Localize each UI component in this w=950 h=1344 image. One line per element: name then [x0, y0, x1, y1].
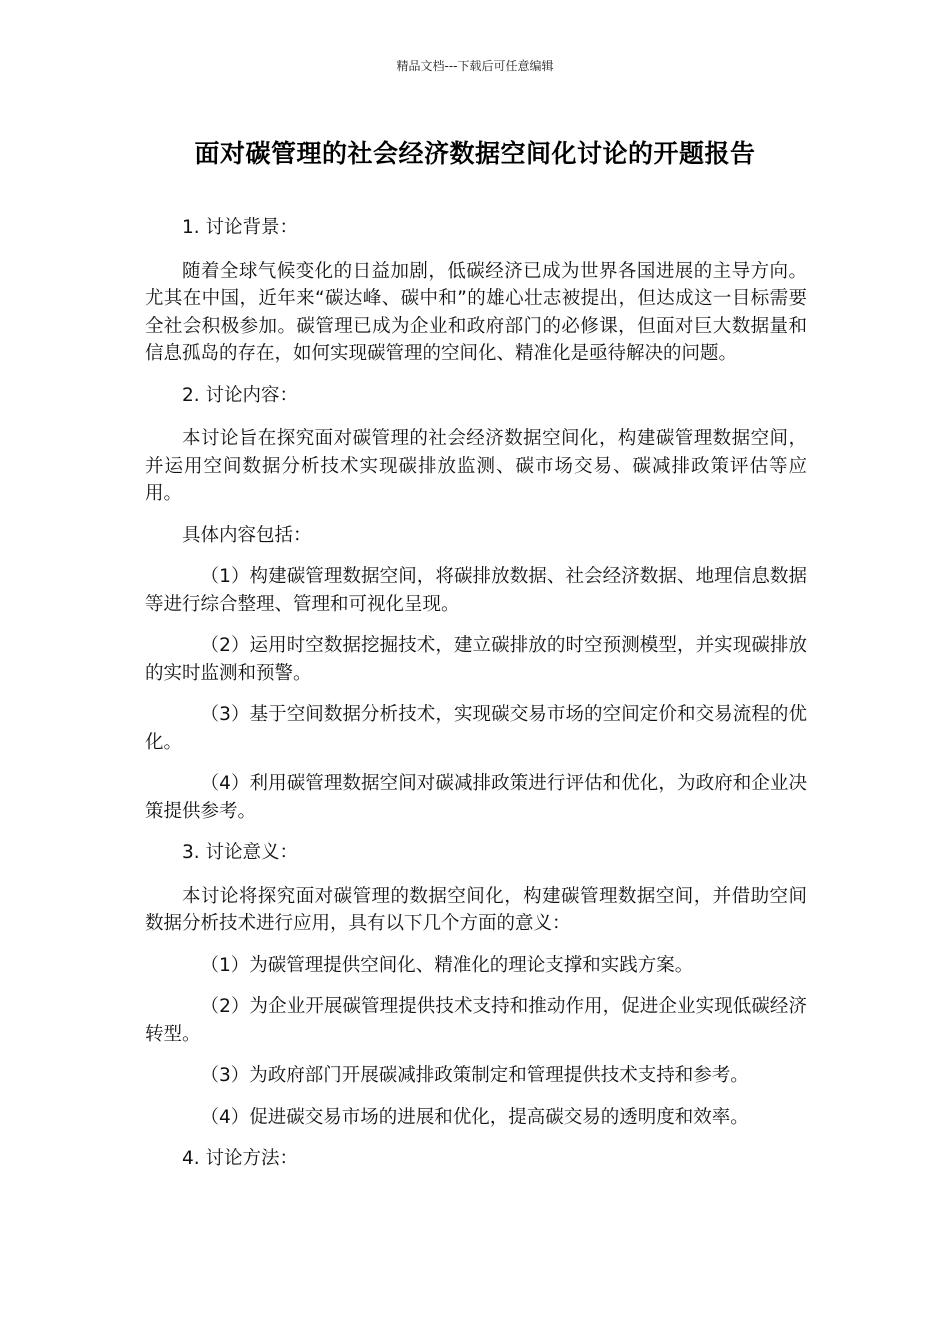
- section-heading-method: 4. 讨论方法：: [182, 1148, 299, 1169]
- list-item-significance-4: （4）促进碳交易市场的进展和优化，提高碳交易的透明度和效率。: [200, 1106, 749, 1128]
- section-heading-significance: 3. 讨论意义：: [182, 842, 299, 863]
- paragraph-content: 本讨论旨在探究面对碳管理的社会经济数据空间化，构建碳管理数据空间，并运用空间数据分析技术实现碳排放监测、碳市场交易、碳减排政策评估等应用。: [145, 428, 807, 504]
- page-header-note: 精品文档---下载后可任意编辑: [396, 59, 554, 73]
- paragraph-significance: 本讨论将探究面对碳管理的数据空间化，构建碳管理数据空间，并借助空间数据分析技术进行应用，具有以下几个方面的意义：: [145, 885, 807, 934]
- list-item-content-3: （3）基于空间数据分析技术，实现碳交易市场的空间定价和交易流程的优化。: [145, 704, 807, 753]
- list-item-significance-3: （3）为政府部门开展碳减排政策制定和管理提供技术支持和参考。: [200, 1065, 749, 1086]
- section-heading-content: 2. 讨论内容：: [182, 384, 299, 406]
- section-heading-background: 1. 讨论背景：: [182, 217, 299, 238]
- list-item-significance-1: （1）为碳管理提供空间化、精准化的理论支撑和实践方案。: [200, 954, 694, 976]
- paragraph-content-intro: 具体内容包括：: [182, 524, 312, 546]
- list-item-content-1: （1）构建碳管理数据空间，将碳排放数据、社会经济数据、地理信息数据等进行综合整理、管理和可视化呈现。: [145, 566, 807, 615]
- list-item-content-4: （4）利用碳管理数据空间对碳减排政策进行评估和优化，为政府和企业决策提供参考。: [145, 773, 807, 822]
- list-item-content-2: （2）运用时空数据挖掘技术，建立碳排放的时空预测模型，并实现碳排放的实时监测和预警。: [145, 635, 807, 684]
- document-title: 面对碳管理的社会经济数据空间化讨论的开题报告: [194, 139, 756, 168]
- paragraph-background: 随着全球气候变化的日益加剧，低碳经济已成为世界各国进展的主导方向。尤其在中国，近年来“碳达峰、碳中和”的雄心壮志被提出，但达成这一目标需要全社会积极参加。碳管理已成为企业和政府部门的必修课，但面对巨大数据量和信息孤岛的存在，如何实现碳管理的空间化、精准化是亟待解决的问题。: [145, 260, 807, 364]
- list-item-significance-2: （2）为企业开展碳管理提供技术支持和推动作用，促进企业实现低碳经济转型。: [145, 996, 807, 1045]
- document-body: [145, 214, 807, 1189]
